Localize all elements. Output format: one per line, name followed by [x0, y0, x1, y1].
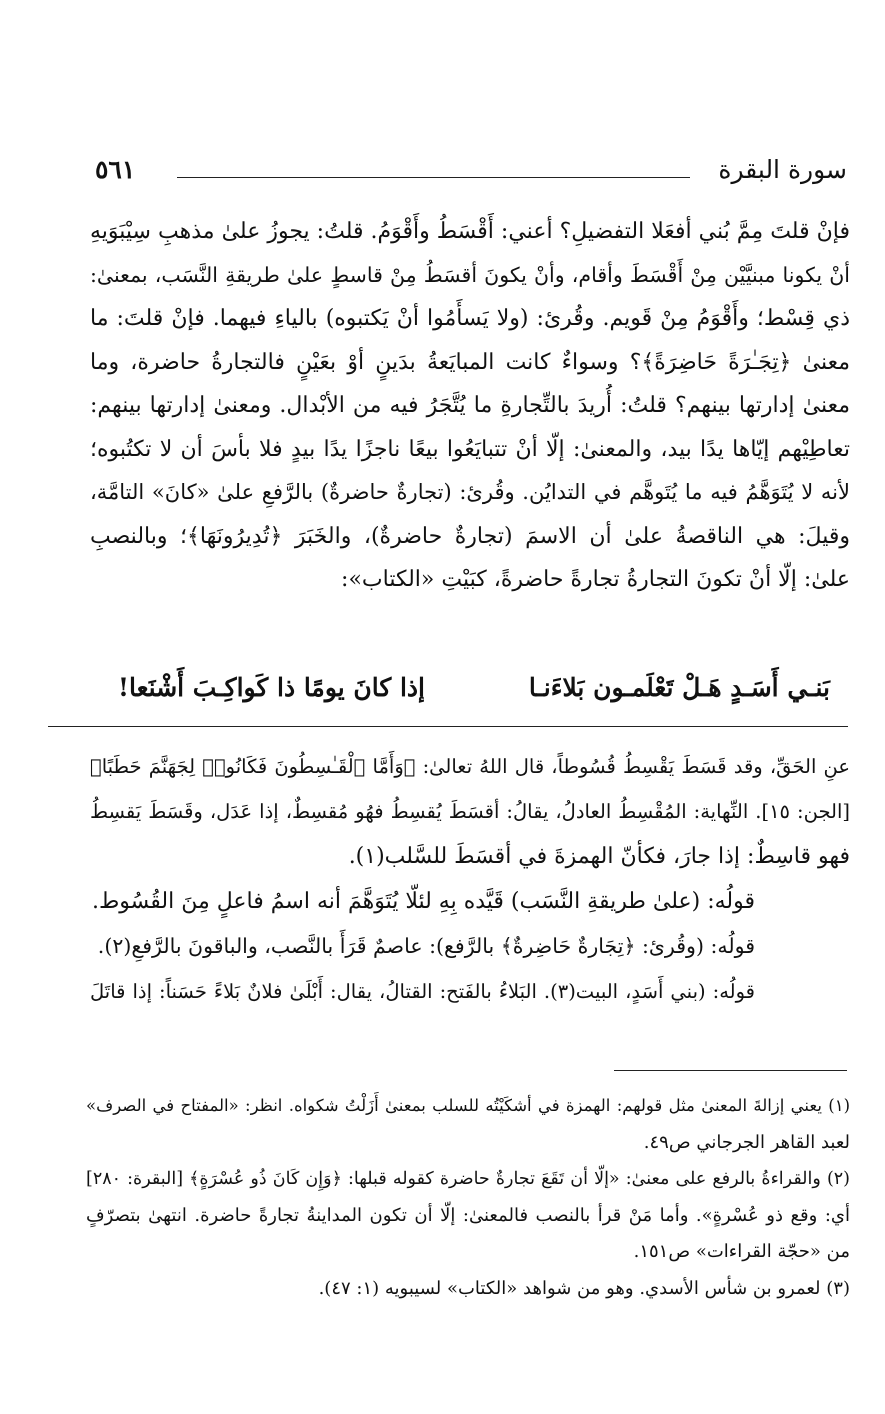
footnote-line: (٣) لعمرو بن شأس الأسدي. وهو من شواهد «الكتاب» لسيبويه (١: ٤٧). [318, 1277, 850, 1299]
main-line: معنىٰ إدارتها بينهم؟ قلتُ: أُريدَ بالتِّجارةِ ما يُتَّجَرُ فيه من الأبْدال. ومعنىٰ إدارتها بينهم: [90, 393, 850, 418]
footnote-divider [614, 1070, 847, 1071]
verse-hemistich-first: بَنـي أَسَـدٍ هَـلْ تَعْلَمـون بَلاءَنـا [528, 673, 830, 702]
footnote-line: من «حجّة القراءات» ص١٥١. [633, 1241, 850, 1262]
main-line: وقيلَ: هي الناقصةُ علىٰ أن الاسمَ (تجارةٌ حاضرةٌ)، والخَبَرَ ﴿تُدِيرُونَهَا﴾؛ وبالنصبِ [90, 523, 850, 549]
commentary-line: عنِ الحَقِّ، وقد قَسَطَ يَقْسِطُ قُسُوطاً، قال اللهُ تعالىٰ: ﴿وَأَمَّا ٱلْقَـٰسِطُونَ فَكَانُوا۟ لِجَهَنَّمَ حَطَبًا﴾ [90, 755, 850, 778]
header-rule [177, 177, 690, 178]
commentary-line: قولُه: (علىٰ طريقةِ النَّسَب) قَيَّده بِهِ لئلّا يُتَوَهَّمَ أنه اسمُ فاعلٍ مِنَ القُسُوط. [91, 889, 755, 914]
page-header [95, 150, 847, 190]
footnote-line: أي: وقع ذو عُسْرةٍ». وأما مَنْ قرأ بالنصب فالمعنىٰ: إلّا أن تكون المداينةُ تجارةً حاضرة. انتهىٰ بتصرّفٍ [86, 1204, 850, 1226]
commentary-text [90, 744, 850, 1014]
commentary-line: فهو قاسِطٌ: إذا جارَ، فكأنّ الهمزةَ في أقسَطَ للسَّلب(١). [348, 844, 850, 869]
footnote-line: (٢) والقراءةُ بالرفع على معنىٰ: «إلّا أن تَقَعَ تجارةٌ حاضرة كقوله قبلها: ﴿وَإِن كَانَ ذُو عُسْرَةٍ﴾ [البقرة: ٢٨٠] [86, 1169, 850, 1189]
footnote-line: (١) يعني إزالةَ المعنىٰ مثل قولهم: الهمزة في أشكَيْتُه للسلب بمعنىٰ أَزَلْتُ شكواه. انظر: «المفتاح في الصرف» [86, 1096, 850, 1115]
commentary-line: قولُه: (بني أَسَدٍ، البيت(٣). البَلاءُ بالفَتح: القتالُ، يقال: أَبْلَىٰ فلانٌ بَلاءً حَسَناً: إذا قاتَلَ [90, 980, 755, 1003]
main-line: فإنْ قلتَ مِمَّ بُني أفعَلا التفضيلِ؟ أعني: أَقْسَطُ وأَقْوَمُ. قلتُ: يجوزُ علىٰ مذهبِ سِيْبَوَيهِ [90, 219, 850, 244]
surah-title: سورة البقرة [718, 155, 847, 184]
page-number: ٥٦١ [95, 155, 136, 184]
main-line: تعاطِيْهم إيّاها يدًا بيد، والمعنىٰ: إلّا أنْ تتبايَعُوا بيعًا ناجزًا يدًا بيدٍ فلا بأسَ أن لا تكتُبوه؛ [90, 436, 850, 462]
commentary-line: قولُه: (وقُرئ: ﴿تِجَارةٌ حَاضِرةٌ﴾ بالرَّفع): عاصمٌ قَرَأَ بالنَّصب، والباقونَ بالرَّفعِ(٢). [97, 934, 755, 958]
section-divider [48, 726, 848, 727]
footnote-line: لعبد القاهر الجرجاني ص٤٩. [643, 1131, 850, 1153]
verse-hemistich-second: إذا كانَ يومًا ذا كَواكِـبَ أَشْنَعا! [118, 673, 426, 702]
main-line: معنىٰ ﴿تِجَـٰرَةً حَاضِرَةً﴾؟ وسواءٌ كانت المبايَعةُ بدَينٍ أوْ بعَيْنٍ فالتجارةُ حاضرة، وما [90, 349, 850, 375]
main-line: ذي قِسْط؛ وأَقْوَمُ مِنْ قَويم. وقُرئ: (ولا يَسأَمُوا أنْ يَكتبوه) بالياءِ فيهما. فإنْ قلتَ: ما [90, 306, 850, 331]
poetry-verse [118, 666, 830, 710]
main-line: أنْ يكونا مبنيَّيْن مِنْ أَقْسَطَ وأقام، وأنْ يكونَ أقسَطُ مِنْ قاسطٍ علىٰ طريقةِ النَّسَب، بمعنىٰ: [90, 262, 850, 287]
footnotes [86, 1088, 850, 1307]
commentary-line: [الجن: ١٥]. النِّهاية: المُقْسِطُ العادلُ، يقالُ: أقسَطَ يُقسِطُ فهُو مُقسِطٌ، إذا عَدَل، وقَسَطَ يَقسِطُ [90, 800, 850, 823]
main-line: علىٰ: إلّا أنْ تكونَ التجارةُ تجارةً حاضرةً، كبَيْتِ «الكتاب»: [341, 567, 850, 592]
main-text [90, 210, 850, 602]
main-line: لأنه لا يُتَوَهَّمُ فيه ما يُتَوهَّم في التدايُن. وقُرئ: (تجارةٌ حاضرةٌ) بالرَّفعِ علىٰ «كانَ» التامَّة، [90, 480, 850, 504]
